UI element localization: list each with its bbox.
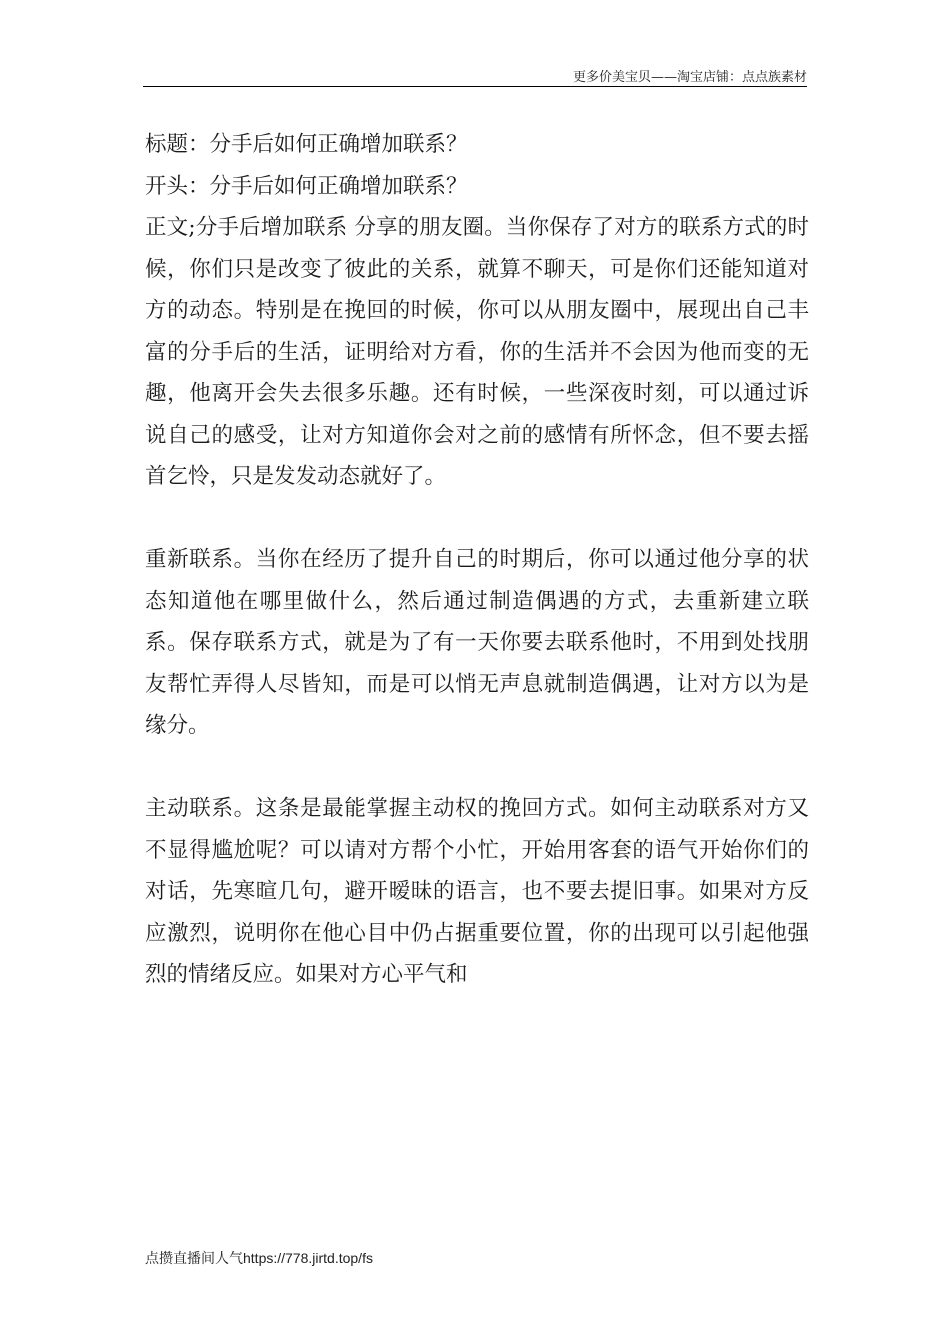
footer-link[interactable]: https://778.jirtd.top/fs (243, 1250, 373, 1266)
document-body (145, 124, 809, 996)
header-divider (143, 86, 807, 87)
paragraph-spacer (145, 747, 809, 789)
page-footer (145, 1248, 373, 1268)
paragraph-spacer (145, 498, 809, 540)
body-paragraph-2: 重新联系。当你在经历了提升自己的时期后，你可以通过他分享的状态知道他在哪里做什么，然后通过制造偶遇的方式，去重新建立联系。保存联系方式，就是为了有一天你要去联系他时，不用到处找朋友帮忙弄得人尽皆知，而是可以悄无声息就制造偶遇，让对方以为是缘分。 (145, 547, 809, 738)
footer-label: 点攒直播间人气 (145, 1251, 243, 1267)
body-paragraph-1: 正文;分手后增加联系 分享的朋友圈。当你保存了对方的联系方式的时候，你们只是改变了彼此的关系，就算不聊天，可是你们还能知道对方的动态。特别是在挽回的时候，你可以从朋友圈中，展现出自己丰富的分手后的生活，证明给对方看，你的生活并不会因为他而变的无趣，他离开会失去很多乐趣。还有时候，一些深夜时刻，可以通过诉说自己的感受，让对方知道你会对之前的感情有所怀念，但不要去摇首乞怜，只是发发动态就好了。 (145, 215, 809, 489)
title-line: 标题：分手后如何正确增加联系？ (145, 132, 468, 157)
opening-line: 开头：分手后如何正确增加联系？ (145, 173, 468, 199)
body-paragraph-3: 主动联系。这条是最能掌握主动权的挽回方式。如何主动联系对方又不显得尴尬呢？可以请对方帮个小忙，开始用客套的语气开始你们的对话，先寒暄几句，避开暧昧的语言，也不要去提旧事。如果对方反应激烈，说明你在他心目中仍占据重要位置，你的出现可以引起他强烈的情绪反应。如果对方心平气和 (145, 796, 809, 987)
page-header: 更多价美宝贝——淘宝店铺：点点族素材 (572, 70, 807, 85)
